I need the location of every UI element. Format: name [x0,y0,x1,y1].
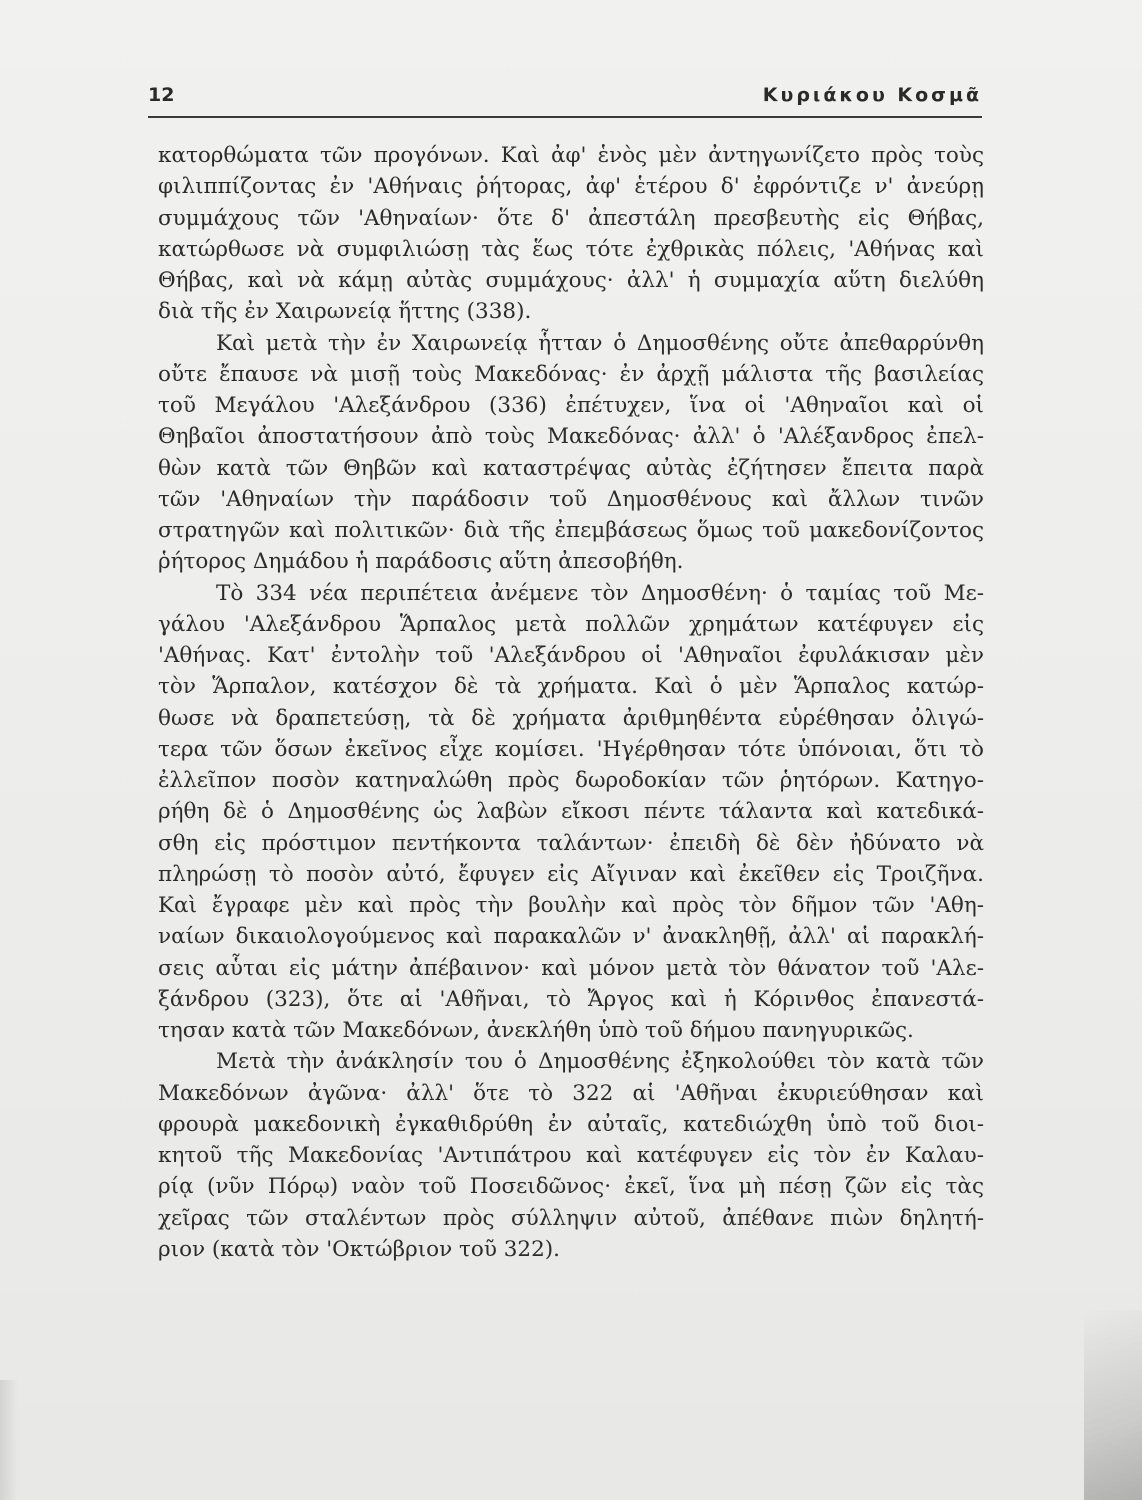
text-line: Καὶ ἔγραφε μὲν καὶ πρὸς τὴν βουλὴν καὶ πρὸς τὸν δῆμον τῶν 'Αθη- [158,893,984,918]
text-line: ναίων δικαιολογούμενος καὶ παρακαλῶν ν' ἀνακληθῇ, ἀλλ' αἱ παρακλή- [158,924,984,950]
text-line: 'Αθήνας. Κατ' ἐντολὴν τοῦ 'Αλεξάνδρου οἱ 'Αθηναῖοι ἐφυλάκισαν μὲν [158,643,984,668]
text-line: τερα τῶν ὅσων ἐκεῖνος εἶχε κομίσει. 'Ηγέρθησαν τότε ὑπόνοιαι, ὅτι τὸ [158,736,984,762]
body-text [158,140,984,1265]
text-line: τοῦ Μεγάλου 'Αλεξάνδρου (336) ἐπέτυχεν, ἵνα οἱ 'Αθηναῖοι καὶ οἱ [158,393,984,418]
text-line: ξάνδρου (323), ὅτε αἱ 'Αθῆναι, τὸ Ἄργος καὶ ἡ Κόρινθος ἐπανεστά- [158,986,984,1012]
text-line: Τὸ 334 νέα περιπέτεια ἀνέμενε τὸν Δημοσθένη· ὁ ταμίας τοῦ Με- [216,580,984,606]
paragraph [158,1046,984,1265]
text-line: πληρώσῃ τὸ ποσὸν αὐτό, ἔφυγεν εἰς Αἴγιναν καὶ ἐκεῖθεν εἰς Τροιζῆνα. [158,861,984,887]
text-line: ριον (κατὰ τὸν 'Οκτώβριον τοῦ 322). [158,1236,561,1262]
text-line: στρατηγῶν καὶ πολιτικῶν· διὰ τῆς ἐπεμβάσεως ὅμως τοῦ μακεδονίζοντος [158,518,984,543]
text-line: κατώρθωσε νὰ συμφιλιώσῃ τὰς ἕως τότε ἐχθρικὰς πόλεις, 'Αθήνας καὶ [158,236,984,262]
text-line: Θηβαῖοι ἀποστατήσουν ἀπὸ τοὺς Μακεδόνας· ἀλλ' ὁ 'Αλέξανδρος ἐπελ- [158,424,984,450]
text-line: θωσε νὰ δραπετεύσῃ, τὰ δὲ χρήματα ἀριθμηθέντα εὑρέθησαν ὀλιγώ- [158,705,984,731]
text-line: τησαν κατὰ τῶν Μακεδόνων, ἀνεκλήθη ὑπὸ τοῦ δήμου πανηγυρικῶς. [158,1018,914,1043]
text-line: Καὶ μετὰ τὴν ἐν Χαιρωνείᾳ ἧτταν ὁ Δημοσθένης οὔτε ἀπεθαρρύνθη [216,330,984,356]
text-line: ἐλλεῖπον ποσὸν κατηναλώθη πρὸς δωροδοκίαν τῶν ῥητόρων. Κατηγο- [158,768,984,793]
text-line: Μετὰ τὴν ἀνάκλησίν του ὁ Δημοσθένης ἐξηκολούθει τὸν κατὰ τῶν [216,1049,984,1075]
paragraph [158,578,984,1047]
text-line: Θήβας, καὶ νὰ κάμῃ αὐτὰς συμμάχους· ἀλλ' ἡ συμμαχία αὕτη διελύθη [158,268,984,293]
text-line: ρίᾳ (νῦν Πόρῳ) ναὸν τοῦ Ποσειδῶνος· ἐκεῖ, ἵνα μὴ πέσῃ ζῶν εἰς τὰς [158,1174,984,1200]
text-line: χεῖρας τῶν σταλέντων πρὸς σύλληψιν αὐτοῦ, ἀπέθανε πιὼν δηλητή- [158,1205,984,1231]
text-line: σεις αὗται εἰς μάτην ἀπέβαινον· καὶ μόνον μετὰ τὸν θάνατον τοῦ 'Αλε- [158,955,984,981]
text-line: κητοῦ τῆς Μακεδονίας 'Αντιπάτρου καὶ κατέφυγεν εἰς τὸν ἐν Καλαυ- [158,1143,984,1168]
page-header [148,82,982,118]
page-corner-shadow [1084,1310,1142,1500]
text-line: τῶν 'Αθηναίων τὴν παράδοσιν τοῦ Δημοσθένους καὶ ἄλλων τινῶν [158,486,984,512]
running-head-author: Κυριάκου Κοσμᾶ [762,84,982,106]
text-line: γάλου 'Αλεξάνδρου Ἅρπαλος μετὰ πολλῶν χρημάτων κατέφυγεν εἰς [158,611,984,637]
text-line: ρήθη δὲ ὁ Δημοσθένης ὡς λαβὼν εἴκοσι πέντε τάλαντα καὶ κατεδικά- [158,799,984,825]
paragraph [158,140,984,328]
page-number: 12 [148,84,175,106]
page-edge-shadow [0,1380,18,1500]
text-line: Μακεδόνων ἀγῶνα· ἀλλ' ὅτε τὸ 322 αἱ 'Αθῆναι ἐκυριεύθησαν καὶ [158,1080,984,1106]
text-line: ῥήτορος Δημάδου ἡ παράδοσις αὕτη ἀπεσοβήθη. [158,549,684,575]
paragraph [158,328,984,578]
text-line: συμμάχους τῶν 'Αθηναίων· ὅτε δ' ἀπεστάλη πρεσβευτὴς εἰς Θήβας, [158,205,984,231]
text-line: φρουρὰ μακεδονικὴ ἐγκαθιδρύθη ἐν αὐταῖς, κατεδιώχθη ὑπὸ τοῦ διοι- [158,1111,984,1137]
text-line: θὼν κατὰ τῶν Θηβῶν καὶ καταστρέψας αὐτὰς ἐζήτησεν ἔπειτα παρὰ [158,455,984,481]
text-line: κατορθώματα τῶν προγόνων. Καὶ ἀφ' ἑνὸς μὲν ἀντηγωνίζετο πρὸς τοὺς [158,143,984,168]
text-line: διὰ τῆς ἐν Χαιρωνείᾳ ἥττης (338). [158,299,532,325]
text-line: σθη εἰς πρόστιμον πεντήκοντα ταλάντων· ἐπειδὴ δὲ δὲν ἠδύνατο νὰ [158,830,984,856]
text-line: φιλιππίζοντας ἐν 'Αθήναις ῥήτορας, ἀφ' ἑτέρου δ' ἐφρόντιζε ν' ἀνεύρῃ [158,174,984,200]
text-line: τὸν Ἅρπαλον, κατέσχον δὲ τὰ χρήματα. Καὶ ὁ μὲν Ἅρπαλος κατώρ- [158,674,984,700]
text-line: οὔτε ἔπαυσε νὰ μισῇ τοὺς Μακεδόνας· ἐν ἀρχῇ μάλιστα τῆς βασιλείας [158,361,984,387]
